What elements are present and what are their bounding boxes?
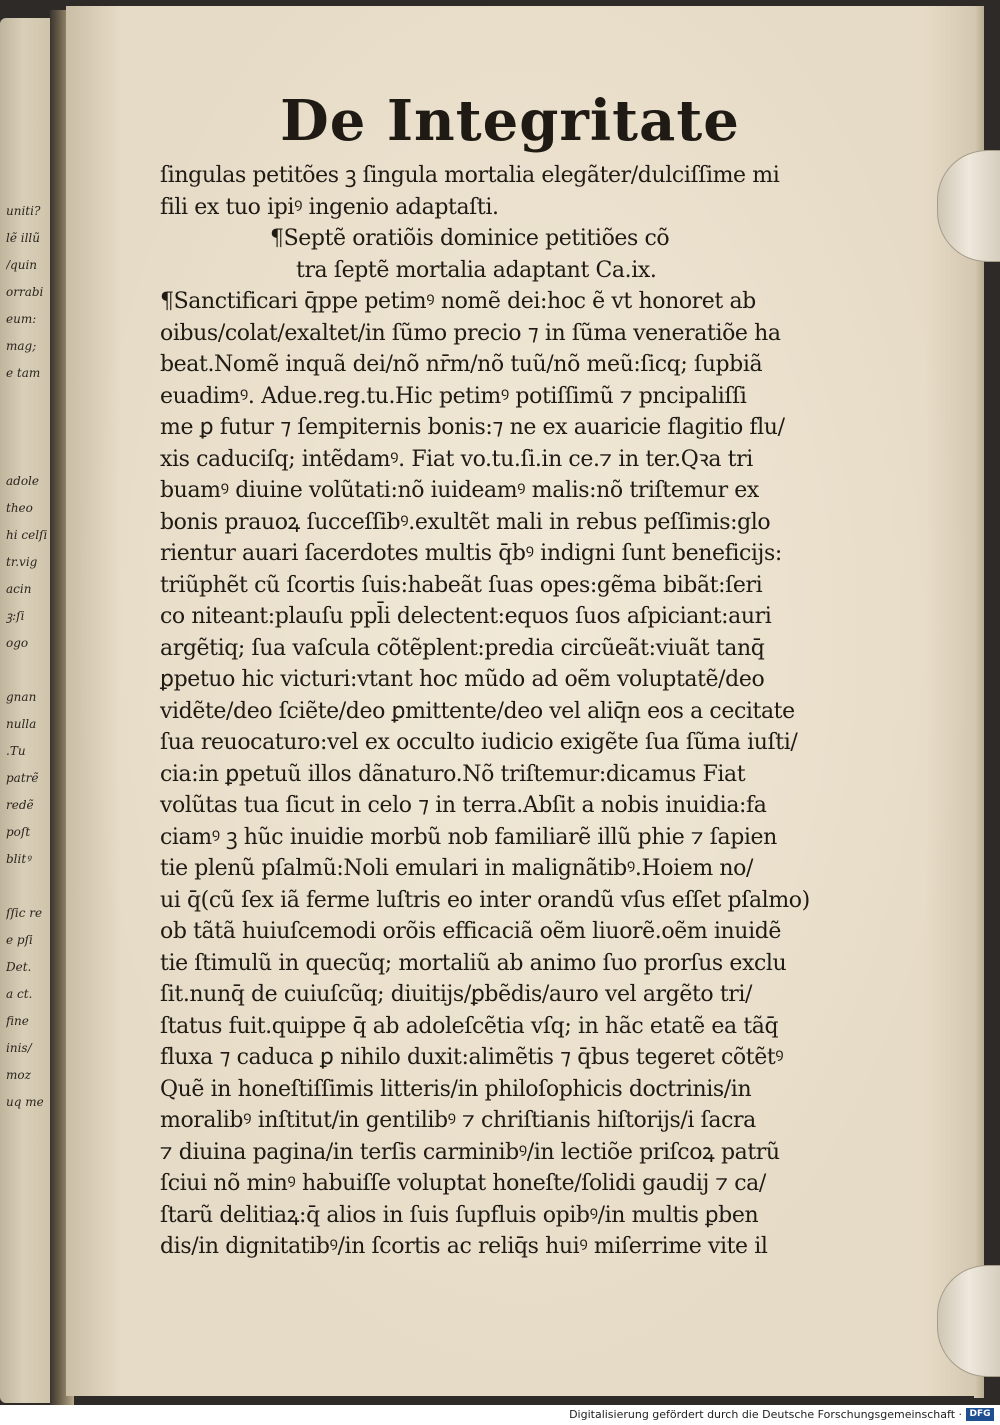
text-line: triũphẽt cũ ſcortis ſuis:habeãt ſuas opes:gẽma bibãt:ſeri (160, 572, 763, 598)
left-page-fragment: hi celſi (6, 528, 48, 542)
text-line: ſtarũ delitiaꝝ:q̄ alios in ſuis ſupfluis opibꝰ/in multis ꝑben (160, 1202, 759, 1228)
left-page-text (6, 198, 52, 1116)
text-line: xis caduciſq; intẽdamꝰ. Fiat vo.tu.ſi.in ce.⁊ in ter.Qꝛa tri (160, 446, 753, 472)
text-line: argẽtiq; ſua vaſcula cõtẽplent:predia circũeãt:viuãt tanq̄ (160, 635, 765, 661)
left-page-fragment: tr.vig (6, 555, 38, 569)
left-page-fragment: uniti? (6, 204, 41, 218)
left-page-fragment: adole (6, 474, 39, 488)
left-page-fragment: mag; (6, 339, 37, 353)
body-text (160, 160, 810, 1263)
text-line: ui q̄(cũ ſex iã ferme luſtris eo inter orandũ vſus eſſet pſalmo) (160, 887, 810, 913)
left-page-fragment: e pſi (6, 933, 33, 947)
text-line: moralibꝰ inſtitut/in gentilibꝰ ⁊ chriſtianis hiſtorijs/i ſacra (160, 1108, 756, 1133)
left-page-fragment: ſſic re (6, 906, 43, 920)
text-line: euadimꝰ. Adue.reg.tu.Hic petimꝰ potiſſimũ ⁊ pncipaliſſi (160, 383, 747, 409)
left-page-fragment: a ct. (6, 987, 33, 1001)
text-line: rientur auari ſacerdotes multis q̄bꝰ indigni ſunt beneficijs: (160, 541, 782, 566)
left-page-fragment: eum: (6, 312, 37, 326)
footer-credit: Digitalisierung gefördert durch die Deutsche Forschungsgemeinschaft · (569, 1408, 962, 1421)
left-page-fragment: ogo (6, 636, 29, 650)
text-line: vidẽte/deo ſciẽte/deo ꝑmittente/deo vel aliq̄n eos a cecitate (160, 698, 795, 724)
text-line: tie plenũ pſalmũ:Noli emulari in malignãtibꝰ.Hoiem no/ (160, 856, 754, 881)
left-page-fragment: theo (6, 501, 33, 515)
text-line: beat.Nomẽ inquã dei/nõ nr̄m/nõ tuũ/nõ meũ:ſicq; ſupbiã (160, 352, 763, 377)
left-page-fragment (6, 441, 52, 468)
left-page-fragment (6, 414, 52, 441)
text-line: ⁊ diuina pagina/in terſis carminibꝰ/in lectiõe priſcoꝝ patrũ (160, 1139, 780, 1165)
left-page-fragment (6, 873, 52, 900)
left-page-fragment: acin (6, 582, 32, 596)
text-line: cia:in ꝑpetuũ illos dãnaturo.Nõ triſtemur:dicamus Fiat (160, 761, 746, 787)
left-page-fragment: moz (6, 1068, 31, 1082)
text-line: ſua reuocaturo:vel ex occulto iudicio exigẽte ſua ſũma iuſti/ (160, 730, 798, 755)
text-line: volũtas tua ſicut in celo ⁊ in terra.Abſit a nobis inuidia:fa (160, 793, 767, 818)
text-line: fluxa ⁊ caduca ꝑ nihilo duxit:alimẽtis ⁊ q̄bus tegeret cõtẽtꝰ (160, 1045, 784, 1070)
text-line: ſit.nunq̄ de cuiuſcũq; diuitijs/ꝑbẽdis/auro vel argẽto tri/ (160, 982, 753, 1007)
text-block (160, 82, 810, 1263)
text-line: bonis prauoꝝ ſucceſſibꝰ.exultẽt mali in rebus peſſimis:glo (160, 509, 771, 535)
left-page-fragment: fine (6, 1014, 29, 1028)
text-line: Quẽ in honeſtiſſimis litteris/in philoſophicis doctrinis/in (160, 1076, 752, 1102)
left-page-fragment: inis/ (6, 1041, 32, 1055)
left-page-fragment: /quin (6, 258, 38, 272)
left-page-fragment: blitꝰ (6, 852, 31, 866)
text-line: ciamꝰ ꝫ hũc inuidie morbũ nob familiarẽ illũ phie ⁊ ſapien (160, 824, 777, 850)
left-page-fragment: redẽ (6, 798, 34, 812)
running-head: De Integritate (280, 88, 740, 154)
text-line: ſingulas petitões ꝫ ſingula mortalia elegãter/dulciſſime mi (160, 163, 780, 188)
text-line: me ꝑ futur ⁊ ſempiternis bonis:⁊ ne ex auaricie flagitio flu/ (160, 415, 785, 440)
text-line: co niteant:plauſu ppl̄i delectent:equos ſuos aſpiciant:auri (160, 604, 772, 629)
left-page-fragment: uq me (6, 1095, 44, 1109)
dfg-logo: DFG (966, 1408, 994, 1421)
left-page-fragment: .Tu (6, 744, 26, 758)
text-line: ob tãtã huiuſcemodi orõis efficaciã oẽm liuorẽ.oẽm inuidẽ (160, 919, 782, 944)
text-line: buamꝰ diuine volũtati:nõ iuideamꝰ malis:nõ triſtemur ex (160, 478, 759, 503)
text-line: ꝑpetuo hic victuri:vtant hoc mũdo ad oẽm voluptatẽ/deo (160, 667, 765, 692)
left-page-fragment: poſt (6, 825, 31, 839)
text-line: oibus/colat/exaltet/in ſũmo precio ⁊ in ſũma veneratiõe ha (160, 320, 781, 346)
text-line: tra ſeptẽ mortalia adaptant Ca.ix. (296, 257, 657, 283)
left-page-fragment: Det. (6, 960, 32, 974)
left-page-fragment: e tam (6, 366, 41, 380)
left-page-fragment: ꝫ:ſi (6, 609, 25, 623)
left-page-fragment (6, 657, 52, 684)
left-page-fragment: nulla (6, 717, 37, 731)
text-line: dis/in dignitatibꝰ/in ſcortis ac reliq̄s huiꝰ miſerrime vite il (160, 1234, 768, 1259)
text-line: ſtatus fuit.quippe q̄ ab adoleſcẽtia vſq; in hãc etatẽ ea tãq̄ (160, 1013, 779, 1039)
left-page-fragment: lẽ illũ (6, 231, 40, 245)
text-line: ¶Septẽ oratiõis dominice petitiões cõ (270, 226, 670, 251)
text-line: ¶Sanctificari q̄ppe petimꝰ nomẽ dei:hoc ẽ vt honoret ab (160, 289, 756, 314)
footer-bar (0, 1405, 1000, 1425)
left-page-fragment: gnan (6, 690, 37, 704)
left-page-fragment: orrabi (6, 285, 44, 299)
text-line: tie ſtimulũ in quecũq; mortaliũ ab animo ſuo prorſus exclu (160, 950, 787, 976)
left-page-fragment: patrẽ (6, 771, 39, 785)
text-line: ſciui nõ minꝰ habuiſſe voluptat honeſte/ſolidi gaudij ⁊ ca/ (160, 1171, 766, 1196)
left-page-fragment (6, 387, 52, 414)
text-line: fili ex tuo ipiꝰ ingenio adaptaſti. (160, 194, 499, 220)
